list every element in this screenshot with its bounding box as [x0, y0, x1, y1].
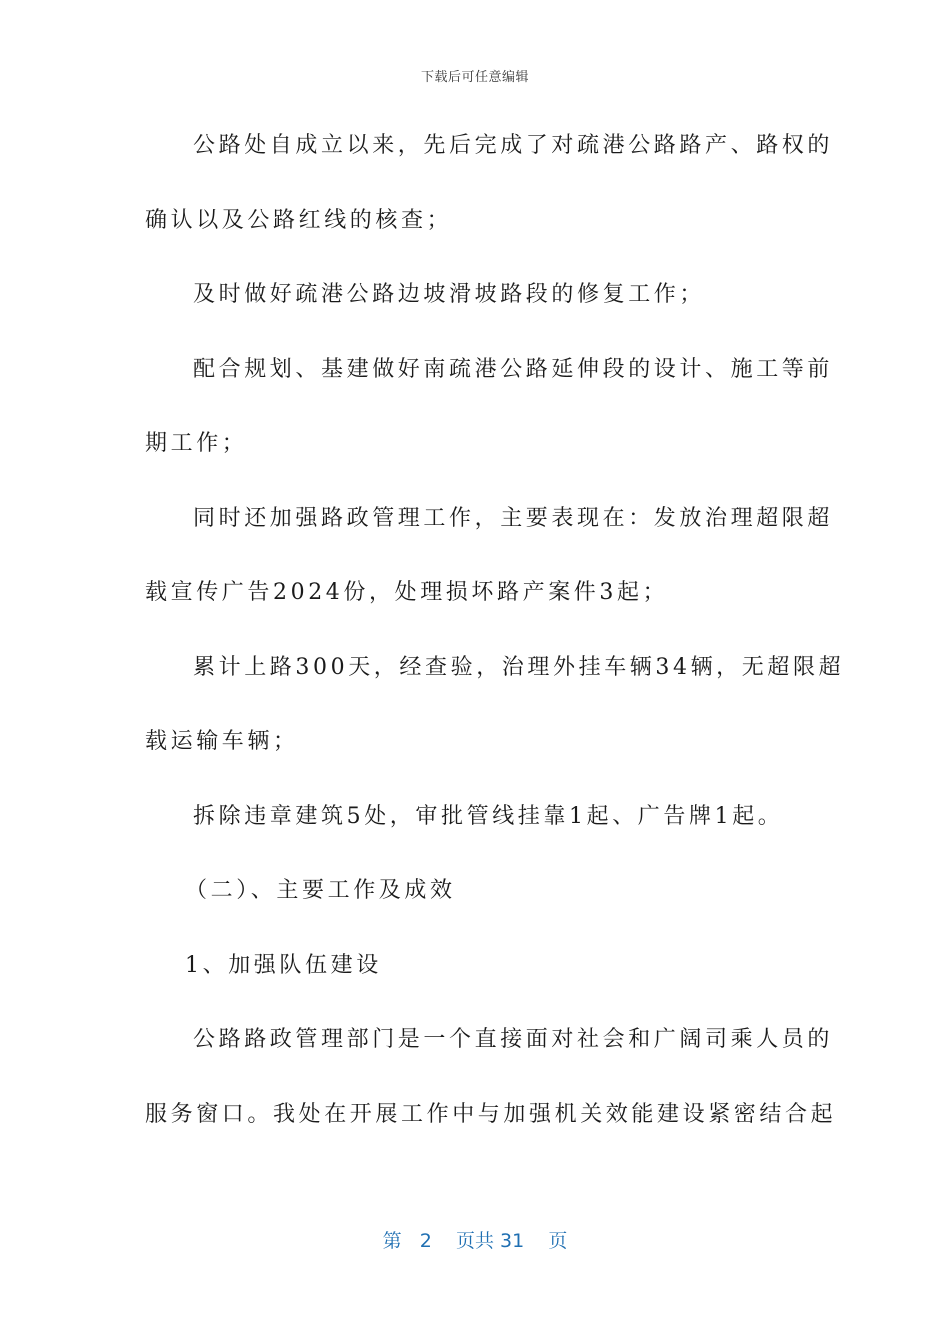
paragraph-line: 公路处自成立以来，先后完成了对疏港公路路产、路权的 [193, 133, 834, 158]
page-label-suffix: 页 [548, 1230, 568, 1252]
paragraph-line: 及时做好疏港公路边坡滑坡路段的修复工作； [193, 282, 706, 307]
paragraph-line: 期工作； [145, 431, 248, 456]
paragraph-line: 服务窗口。我处在开展工作中与加强机关效能建设紧密结合起 [145, 1101, 837, 1127]
page-footer [0, 1226, 950, 1253]
page-label-prefix: 第 [382, 1230, 402, 1252]
paragraph-line: 载宣传广告2024份，处理损坏路产案件3起； [145, 580, 669, 605]
total-pages-number: 31 [500, 1230, 525, 1252]
paragraph-line: 公路路政管理部门是一个直接面对社会和广阔司乘人员的 [193, 1027, 834, 1052]
paragraph-line: 配合规划、基建做好南疏港公路延伸段的设计、施工等前 [193, 356, 834, 382]
paragraph-line: 累计上路300天，经查验，治理外挂车辆34辆，无超限超 [193, 654, 845, 680]
current-page-number: 2 [419, 1230, 432, 1252]
paragraph-line: 拆除违章建筑5处，审批管线挂靠1起、广告牌1起。 [193, 803, 784, 829]
subsection-heading: 1、加强队伍建设 [185, 952, 382, 978]
section-heading: （二）、主要工作及成效 [185, 878, 456, 903]
document-body [145, 120, 845, 1163]
paragraph-line: 同时还加强路政管理工作，主要表现在：发放治理超限超 [193, 505, 834, 531]
paragraph-line: 确认以及公路红线的核查； [145, 207, 453, 233]
page-label-mid: 页共 [455, 1230, 494, 1252]
paragraph-line: 载运输车辆； [145, 729, 299, 754]
header-note: 下载后可任意编辑 [420, 70, 529, 85]
